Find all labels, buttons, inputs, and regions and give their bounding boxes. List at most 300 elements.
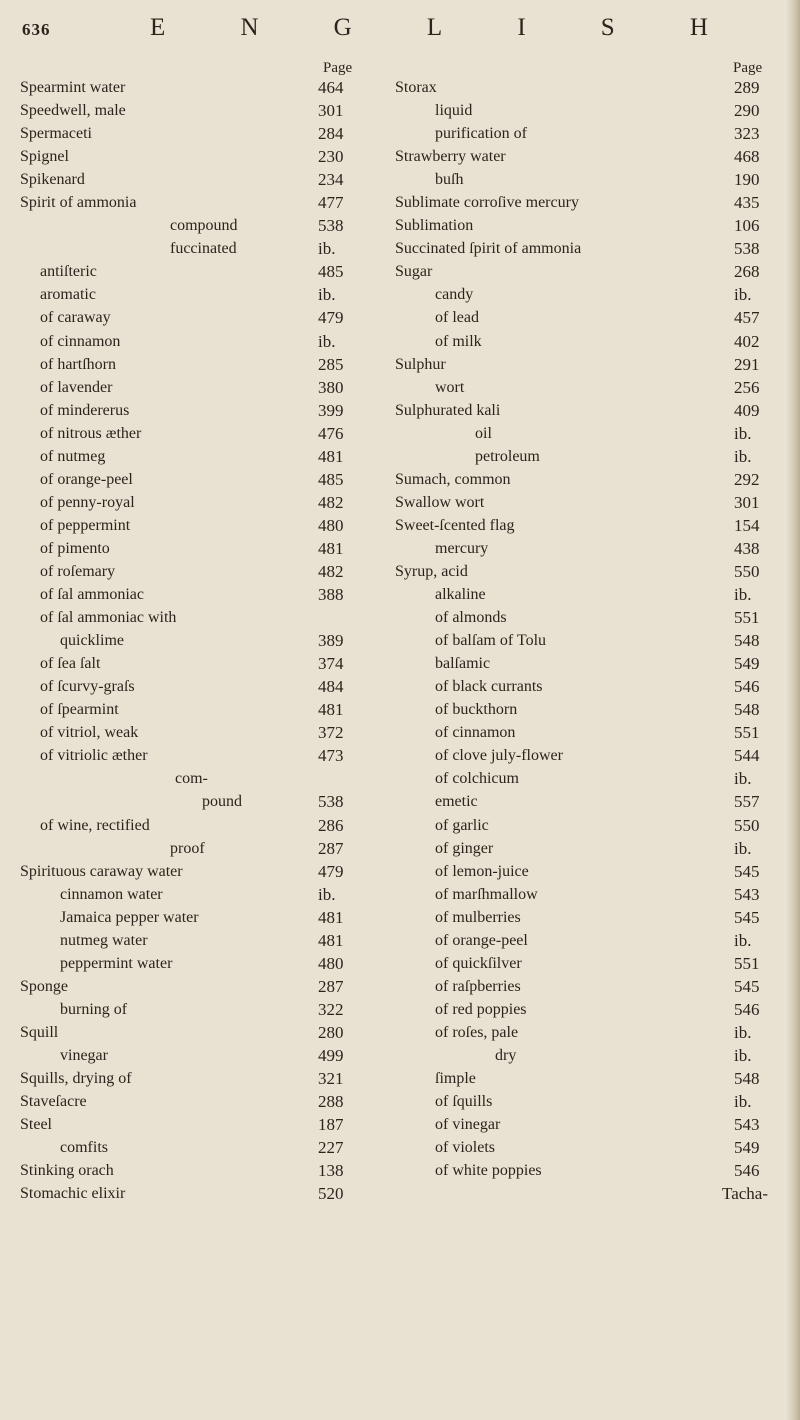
entry-term: of penny-royal — [40, 493, 135, 511]
entry-page-ref: 457 — [734, 308, 760, 328]
title-letter: L — [426, 14, 445, 41]
index-entry — [395, 445, 793, 468]
entry-term: of marſhmallow — [435, 885, 538, 903]
index-entry — [395, 675, 793, 698]
index-entry — [395, 1021, 793, 1044]
entry-page-ref: 499 — [318, 1045, 344, 1065]
entry-term: Storax — [395, 79, 437, 96]
entry-term: cinnamon water — [60, 885, 163, 903]
entry-term: fuccinated — [170, 240, 237, 258]
entry-page-ref: 290 — [734, 101, 760, 121]
index-entry — [395, 629, 793, 652]
entry-term: of red poppies — [435, 1000, 527, 1018]
index-entry — [395, 376, 793, 399]
entry-page-ref: 287 — [318, 838, 344, 858]
index-entry — [20, 191, 386, 214]
entry-term: aromatic — [40, 286, 96, 304]
index-entry — [20, 1090, 386, 1113]
entry-term: of orange-peel — [435, 931, 528, 949]
entry-term: Stinking orach — [20, 1162, 114, 1180]
entry-page-ref: ib. — [734, 446, 752, 466]
entry-page-ref: 138 — [318, 1161, 344, 1181]
index-entry — [395, 883, 793, 906]
entry-term: of raſpberries — [435, 977, 521, 995]
entry-term: oil — [475, 424, 492, 442]
title-letter: H — [689, 14, 710, 41]
index-column-left — [20, 60, 386, 1205]
entry-term: Syrup, acid — [395, 562, 468, 580]
entry-page-ref: 323 — [734, 124, 760, 144]
entry-page-ref: 289 — [734, 78, 760, 97]
entry-page-ref: 549 — [734, 1138, 760, 1158]
entry-page-ref: ib. — [734, 838, 752, 858]
index-entry — [395, 353, 793, 376]
index-entry — [20, 1182, 386, 1205]
index-entry — [20, 1067, 386, 1090]
index-entry — [395, 260, 793, 283]
index-entry — [395, 1090, 793, 1113]
entry-page-ref: 399 — [318, 400, 344, 420]
entry-term: Spirituous caraway water — [20, 862, 183, 880]
entry-page-ref: 538 — [318, 792, 344, 812]
index-entry — [395, 814, 793, 837]
entry-term: of cinnamon — [40, 332, 121, 350]
index-entry — [20, 1044, 386, 1067]
entry-page-ref: 480 — [318, 953, 344, 973]
entry-term: proof — [170, 839, 205, 857]
page-number: 636 — [22, 20, 51, 39]
index-entry — [20, 1021, 386, 1044]
index-entry — [20, 652, 386, 675]
entry-page-ref: ib. — [734, 1045, 752, 1065]
index-entry — [20, 975, 386, 998]
index-entry — [20, 906, 386, 929]
index-entry — [20, 237, 386, 260]
entry-page-ref: 550 — [734, 561, 760, 581]
title-letter: G — [333, 14, 354, 41]
index-entry — [395, 514, 793, 537]
index-entry — [20, 122, 386, 145]
entry-term: Squill — [20, 1023, 59, 1041]
index-entry — [20, 1136, 386, 1159]
entry-page-ref: 187 — [318, 1115, 344, 1135]
index-entry — [20, 629, 386, 652]
entry-term: of mulberries — [435, 908, 521, 926]
entry-page-ref: 545 — [734, 907, 760, 927]
entry-term: pound — [202, 793, 242, 811]
entry-term: Sugar — [395, 263, 433, 281]
entry-page-ref: 409 — [734, 400, 760, 420]
entry-term: Swallow wort — [395, 493, 485, 511]
entry-page-ref: ib. — [734, 285, 752, 305]
index-entry — [395, 76, 793, 99]
entry-term: of cinnamon — [435, 724, 516, 742]
entry-term: of ſal ammoniac — [40, 586, 144, 604]
entry-term: mercury — [435, 539, 489, 557]
index-entry — [20, 1159, 386, 1182]
entry-page-ref: 481 — [318, 930, 344, 950]
entry-page-ref: 543 — [734, 1115, 760, 1135]
index-entry — [395, 122, 793, 145]
entry-page-ref: ib. — [734, 585, 752, 605]
entry-page-ref: 482 — [318, 561, 344, 581]
entry-page-ref: 389 — [318, 631, 344, 651]
page-column-label: Page — [733, 60, 763, 76]
entry-page-ref: 234 — [318, 170, 344, 190]
entry-term: of white poppies — [435, 1162, 542, 1180]
index-entry — [20, 214, 386, 237]
entry-page-ref: 548 — [734, 631, 760, 651]
entry-page-ref: 557 — [734, 792, 760, 812]
entry-term: of ſcurvy-graſs — [40, 678, 135, 696]
index-list-right — [395, 76, 793, 1182]
entry-term: of pimento — [40, 539, 110, 557]
entry-term: peppermint water — [60, 954, 173, 972]
index-entry — [395, 929, 793, 952]
entry-page-ref: 268 — [734, 262, 760, 282]
entry-term: com- — [175, 770, 208, 788]
index-entry — [20, 145, 386, 168]
entry-page-ref: ib. — [734, 769, 752, 789]
index-entry — [395, 1044, 793, 1067]
index-entry — [20, 283, 386, 306]
index-entry — [20, 76, 386, 99]
index-entry — [20, 1113, 386, 1136]
entry-page-ref: 301 — [318, 101, 344, 121]
entry-term: Sweet-ſcented flag — [395, 516, 515, 534]
entry-term: of vitriol, weak — [40, 724, 139, 742]
entry-page-ref: ib. — [318, 331, 336, 351]
entry-page-ref: 545 — [734, 861, 760, 881]
entry-term: Spignel — [20, 148, 69, 166]
entry-page-ref: 291 — [734, 354, 760, 374]
entry-page-ref: 287 — [318, 976, 344, 996]
entry-page-ref: 476 — [318, 423, 344, 443]
index-entry — [20, 537, 386, 560]
index-entry — [395, 790, 793, 813]
entry-page-ref: 480 — [318, 515, 344, 535]
index-entry — [20, 445, 386, 468]
entry-term: petroleum — [475, 447, 540, 465]
entry-term: antiſteric — [40, 263, 97, 281]
entry-page-ref: 545 — [734, 976, 760, 996]
entry-page-ref: 190 — [734, 170, 760, 190]
index-entry — [395, 767, 793, 790]
entry-page-ref: 388 — [318, 585, 344, 605]
index-entry — [20, 883, 386, 906]
entry-term: of ſal ammoniac with — [40, 609, 177, 627]
index-entry — [395, 560, 793, 583]
entry-term: dry — [495, 1046, 517, 1064]
entry-term: of hartſhorn — [40, 355, 116, 373]
index-entry — [395, 1067, 793, 1090]
entry-term: Spermaceti — [20, 125, 92, 143]
entry-term: of vitriolic æther — [40, 747, 148, 765]
catchword: Tacha- — [722, 1184, 768, 1204]
entry-page-ref: 551 — [734, 608, 760, 628]
entry-term: Spearmint water — [20, 79, 126, 96]
index-entry — [395, 99, 793, 122]
index-entry — [20, 353, 386, 376]
entry-term: Jamaica pepper water — [60, 908, 199, 926]
entry-page-ref: 380 — [318, 377, 344, 397]
entry-page-ref: ib. — [734, 423, 752, 443]
entry-term: Spikenard — [20, 171, 85, 189]
entry-term: of quickſilver — [435, 954, 522, 972]
index-entry — [395, 468, 793, 491]
entry-term: of ginger — [435, 839, 494, 857]
entry-term: of caraway — [40, 309, 111, 327]
index-entry — [20, 583, 386, 606]
entry-page-ref: 322 — [318, 999, 344, 1019]
index-entry — [20, 168, 386, 191]
index-entry — [395, 191, 793, 214]
entry-page-ref: 548 — [734, 1069, 760, 1089]
title-letter: S — [600, 14, 617, 41]
index-entry — [20, 837, 386, 860]
entry-term: vinegar — [60, 1046, 108, 1064]
entry-page-ref: 473 — [318, 746, 344, 766]
entry-term: Sublimate corroſive mercury — [395, 194, 579, 212]
catchword-row — [395, 1182, 793, 1205]
index-entry — [20, 306, 386, 329]
index-entry — [395, 1113, 793, 1136]
entry-term: candy — [435, 286, 474, 304]
index-entry — [20, 260, 386, 283]
entry-term: of ſpearmint — [40, 701, 119, 719]
index-entry — [395, 168, 793, 191]
entry-page-ref: ib. — [318, 884, 336, 904]
entry-page-ref: 479 — [318, 308, 344, 328]
index-entry — [20, 606, 386, 629]
index-column-right — [395, 60, 793, 1205]
index-entry — [395, 330, 793, 353]
entry-term: of lavender — [40, 378, 113, 396]
entry-page-ref: 477 — [318, 193, 344, 213]
entry-page-ref: 464 — [318, 78, 344, 97]
entry-page-ref: 520 — [318, 1184, 344, 1204]
entry-page-ref: 538 — [318, 216, 344, 236]
entry-page-ref: 549 — [734, 654, 760, 674]
entry-page-ref: 543 — [734, 884, 760, 904]
index-list-left — [20, 76, 386, 1205]
entry-term: of clove july-flower — [435, 747, 563, 765]
entry-term: Speedwell, male — [20, 102, 126, 120]
index-entry — [20, 675, 386, 698]
index-entry — [395, 721, 793, 744]
entry-term: of milk — [435, 332, 482, 350]
entry-page-ref: 372 — [318, 723, 344, 743]
entry-term: Steel — [20, 1116, 52, 1134]
entry-page-ref: 230 — [318, 147, 344, 167]
entry-page-ref: 485 — [318, 469, 344, 489]
page-header — [0, 8, 800, 48]
entry-term: Sublimation — [395, 217, 474, 235]
entry-page-ref: 435 — [734, 193, 760, 213]
index-entry — [20, 952, 386, 975]
index-entry — [20, 468, 386, 491]
index-entry — [395, 975, 793, 998]
entry-term: burning of — [60, 1000, 128, 1018]
entry-term: Succinated ſpirit of ammonia — [395, 240, 582, 258]
entry-page-ref: 288 — [318, 1092, 344, 1112]
entry-page-ref: 485 — [318, 262, 344, 282]
index-entry — [20, 330, 386, 353]
index-entry — [20, 814, 386, 837]
index-entry — [395, 1159, 793, 1182]
entry-page-ref: ib. — [318, 285, 336, 305]
entry-term: of wine, rectified — [40, 816, 150, 834]
entry-page-ref: 285 — [318, 354, 344, 374]
index-entry — [20, 744, 386, 767]
index-entry — [20, 767, 386, 790]
entry-page-ref: 551 — [734, 723, 760, 743]
entry-term: compound — [170, 217, 238, 235]
entry-page-ref: 481 — [318, 907, 344, 927]
index-entry — [395, 860, 793, 883]
entry-term: Sponge — [20, 977, 68, 995]
entry-page-ref: 546 — [734, 677, 760, 697]
entry-page-ref: 481 — [318, 446, 344, 466]
index-entry — [395, 906, 793, 929]
entry-term: comfits — [60, 1139, 108, 1157]
entry-term: Stomachic elixir — [20, 1185, 126, 1203]
index-entry — [20, 929, 386, 952]
index-entry — [20, 560, 386, 583]
column-header — [20, 60, 386, 76]
entry-term: ſimple — [435, 1070, 476, 1088]
entry-term: of ſquills — [435, 1093, 493, 1111]
entry-term: of vinegar — [435, 1116, 501, 1134]
entry-term: alkaline — [435, 586, 486, 604]
entry-term: of violets — [435, 1139, 495, 1157]
entry-term: Sulphurated kali — [395, 401, 501, 419]
index-entry — [395, 652, 793, 675]
entry-page-ref: 301 — [734, 492, 760, 512]
index-entry — [20, 698, 386, 721]
entry-term: Staveſacre — [20, 1093, 87, 1111]
entry-page-ref: ib. — [734, 1092, 752, 1112]
index-entry — [20, 790, 386, 813]
index-entry — [395, 606, 793, 629]
entry-term: of lemon-juice — [435, 862, 529, 880]
index-entry — [395, 583, 793, 606]
entry-term: purification of — [435, 125, 527, 143]
entry-term: of mindererus — [40, 401, 130, 419]
entry-term: of garlic — [435, 816, 489, 834]
entry-term: of black currants — [435, 678, 543, 696]
entry-term: liquid — [435, 102, 473, 120]
entry-term: of orange-peel — [40, 470, 133, 488]
index-entry — [395, 537, 793, 560]
running-title — [150, 14, 710, 42]
entry-page-ref: 374 — [318, 654, 344, 674]
index-entry — [395, 283, 793, 306]
entry-page-ref: 481 — [318, 538, 344, 558]
entry-page-ref: 548 — [734, 700, 760, 720]
entry-term: of ſea ſalt — [40, 655, 101, 673]
entry-term: of roſes, pale — [435, 1023, 519, 1041]
index-entry — [395, 399, 793, 422]
index-entry — [20, 514, 386, 537]
entry-page-ref: ib. — [318, 239, 336, 259]
index-entry — [20, 99, 386, 122]
entry-term: of almonds — [435, 609, 507, 627]
index-entry — [395, 306, 793, 329]
index-entry — [20, 721, 386, 744]
entry-page-ref: 479 — [318, 861, 344, 881]
entry-page-ref: 256 — [734, 377, 760, 397]
entry-term: Strawberry water — [395, 148, 506, 166]
index-entry — [395, 422, 793, 445]
entry-page-ref: ib. — [734, 930, 752, 950]
entry-term: of roſemary — [40, 562, 116, 580]
index-entry — [395, 744, 793, 767]
index-entry — [395, 1136, 793, 1159]
entry-page-ref: 538 — [734, 239, 760, 259]
entry-term: nutmeg water — [60, 931, 148, 949]
entry-term: Sulphur — [395, 355, 446, 373]
entry-term: Sumach, common — [395, 470, 511, 488]
title-letter: I — [517, 14, 528, 41]
index-entry — [395, 491, 793, 514]
entry-term: buſh — [435, 171, 464, 189]
title-letter: E — [150, 14, 168, 41]
entry-term: Spirit of ammonia — [20, 194, 137, 212]
entry-page-ref: 227 — [318, 1138, 344, 1158]
entry-term: wort — [435, 378, 465, 396]
entry-page-ref: 484 — [318, 677, 344, 697]
entry-term: Squills, drying of — [20, 1070, 132, 1088]
entry-page-ref: 468 — [734, 147, 760, 167]
index-entry — [395, 237, 793, 260]
entry-page-ref: 280 — [318, 1022, 344, 1042]
column-header — [395, 60, 793, 76]
entry-page-ref: 154 — [734, 515, 760, 535]
entry-page-ref: ib. — [734, 1022, 752, 1042]
entry-page-ref: 546 — [734, 999, 760, 1019]
entry-term: of lead — [435, 309, 479, 327]
entry-page-ref: 438 — [734, 538, 760, 558]
entry-term: emetic — [435, 793, 478, 811]
entry-page-ref: 292 — [734, 469, 760, 489]
index-entry — [395, 837, 793, 860]
entry-page-ref: 546 — [734, 1161, 760, 1181]
entry-term: of buckthorn — [435, 701, 518, 719]
entry-page-ref: 550 — [734, 815, 760, 835]
entry-term: of colchicum — [435, 770, 519, 788]
entry-page-ref: 551 — [734, 953, 760, 973]
index-entry — [20, 376, 386, 399]
index-entry — [20, 860, 386, 883]
entry-page-ref: 482 — [318, 492, 344, 512]
entry-page-ref: 321 — [318, 1069, 344, 1089]
index-entry — [20, 399, 386, 422]
entry-page-ref: 106 — [734, 216, 760, 236]
index-entry — [20, 998, 386, 1021]
entry-page-ref: 544 — [734, 746, 760, 766]
entry-page-ref: 284 — [318, 124, 344, 144]
entry-term: quicklime — [60, 632, 124, 650]
index-entry — [395, 952, 793, 975]
entry-term: of nutmeg — [40, 447, 106, 465]
index-entry — [395, 998, 793, 1021]
entry-term: balſamic — [435, 655, 491, 673]
index-entry — [20, 491, 386, 514]
title-letter: N — [240, 14, 261, 41]
index-entry — [395, 214, 793, 237]
index-entry — [20, 422, 386, 445]
